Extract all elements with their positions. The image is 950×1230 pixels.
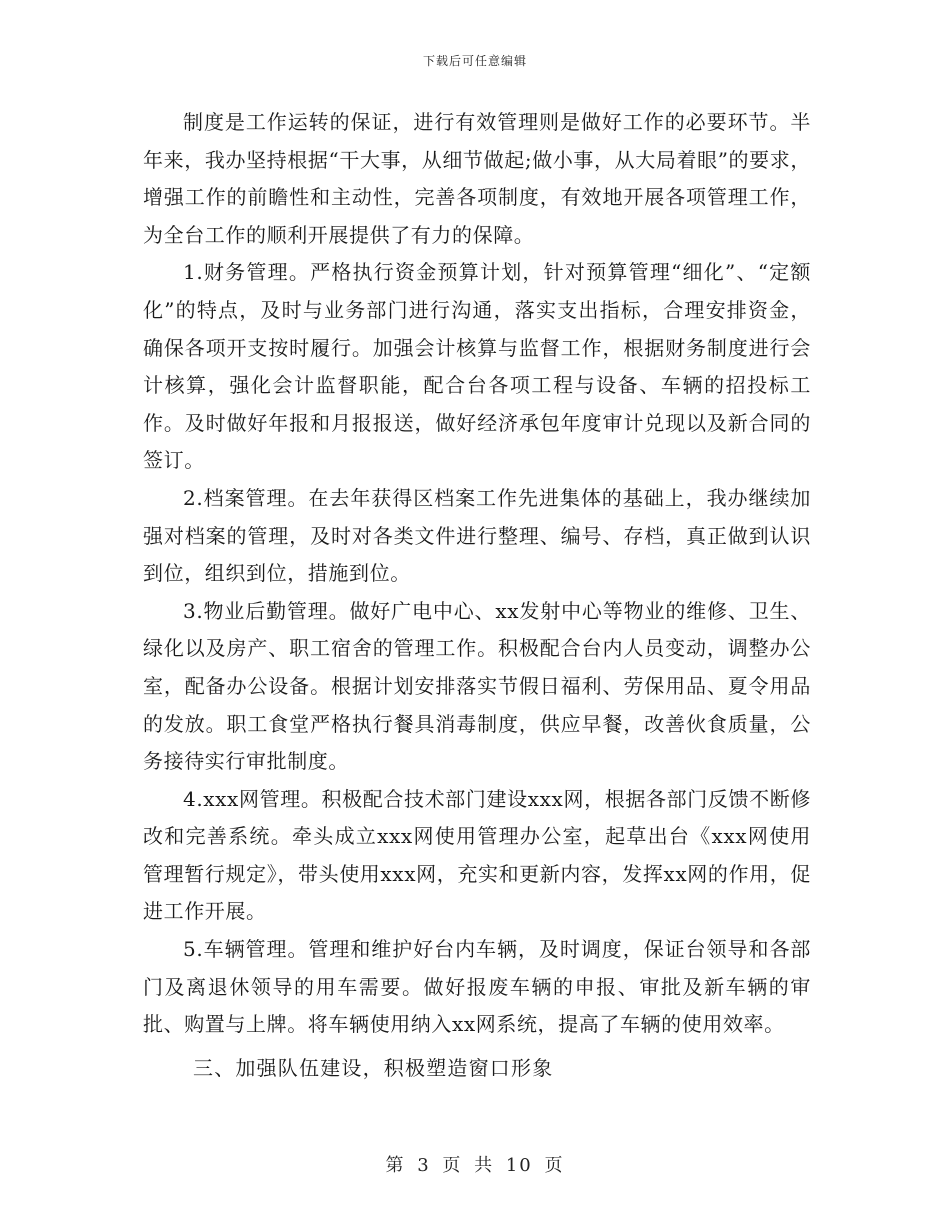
- page-number-footer: 第 3 页 共 10 页: [385, 1155, 565, 1176]
- page-header: 下载后可任意编辑: [422, 54, 527, 68]
- paragraph-archive-management: 2.档案管理。在去年获得区档案工作先进集体的基础上，我办继续加强对档案的管理，及时对各类文件进行整理、编号、存档，真正做到认识到位，组织到位，措施到位。: [143, 485, 811, 586]
- paragraph-finance-management: 1.财务管理。严格执行资金预算计划，针对预算管理“细化”、“定额化”的特点，及时与业务部门进行沟通，落实支出指标，合理安排资金，确保各项开支按时履行。加强会计核算与监督工作，根据财务制度进行会计核算，强化会计监督职能，配合台各项工程与设备、车辆的招投标工作。及时做好年报和月报报送，做好经济承包年度审计兑现以及新合同的签订。: [143, 260, 811, 473]
- section-heading: 三、加强队伍建设，积极塑造窗口形象: [193, 1055, 554, 1080]
- paragraph-property-logistics: 3.物业后勤管理。做好广电中心、xx发射中心等物业的维修、卫生、绿化以及房产、职工宿舍的管理工作。积极配合台内人员变动，调整办公室，配备办公设备。根据计划安排落实节假日福利、劳保用品、夏令用品的发放。职工食堂严格执行餐具消毒制度，供应早餐，改善伙食质量，公务接待实行审批制度。: [143, 598, 811, 774]
- paragraph-management-intro: 制度是工作运转的保证，进行有效管理则是做好工作的必要环节。半年来，我办坚持根据“干大事，从细节做起;做小事，从大局着眼”的要求，增强工作的前瞻性和主动性，完善各项制度，有效地开展各项管理工作，为全台工作的顺利开展提供了有力的保障。: [143, 110, 811, 247]
- paragraph-network-management: 4.xxx网管理。积极配合技术部门建设xxx网，根据各部门反馈不断修改和完善系统。牵头成立xxx网使用管理办公室，起草出台《xxx网使用管理暂行规定》，带头使用xxx网，充实和更新内容，发挥xx网的作用，促进工作开展。: [143, 786, 811, 924]
- document-body: [143, 104, 811, 1087]
- paragraph-vehicle-management: 5.车辆管理。管理和维护好台内车辆，及时调度，保证台领导和各部门及离退休领导的用车需要。做好报废车辆的申报、审批及新车辆的审批、购置与上牌。将车辆使用纳入xx网系统，提高了车辆的使用效率。: [143, 937, 811, 1037]
